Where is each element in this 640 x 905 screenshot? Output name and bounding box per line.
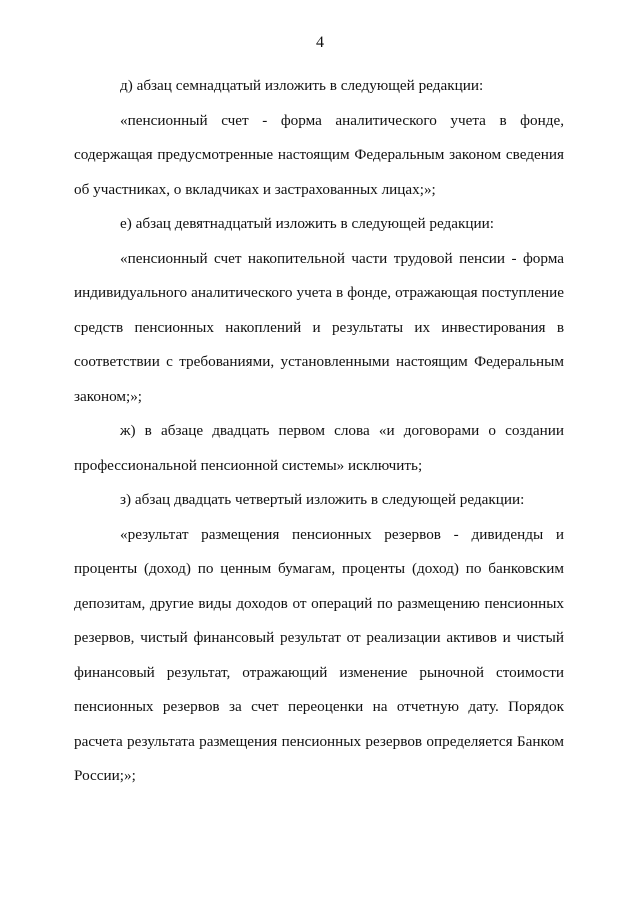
- paragraph-funded-pension-account-definition: «пенсионный счет накопительной части трудовой пенсии - форма индивидуального аналитического учета в фонде, отражающая поступление средств пенсионных накоплений и результаты их инвестирования в соответствии с требованиями, установленными настоящим Федеральным законом;»;: [74, 249, 564, 405]
- paragraph-pension-account-definition: «пенсионный счет - форма аналитического учета в фонде, содержащая предусмотренные настоящим Федеральным законом сведения об участниках, о вкладчиках и застрахованных лицах;»;: [74, 111, 564, 198]
- paragraph-item-zh: ж) в абзаце двадцать первом слова «и договорами о создании профессиональной пенсионной системы» исключить;: [74, 422, 564, 474]
- paragraph-item-z: з) абзац двадцать четвертый изложить в следующей редакции:: [120, 491, 525, 508]
- page-number: 4: [316, 34, 324, 51]
- paragraph-item-d: д) абзац семнадцатый изложить в следующей редакции:: [120, 77, 484, 94]
- paragraph-item-e: е) абзац девятнадцатый изложить в следующей редакции:: [120, 215, 494, 232]
- document-body: [74, 69, 564, 794]
- paragraph-reserves-result-definition: «результат размещения пенсионных резервов - дивиденды и проценты (доход) по ценным бумагам, проценты (доход) по банковским депозитам, другие виды доходов от операций по размещению пенсионных резервов, чистый финансовый результат от реализации активов и чистый финансовый результат, отражающий изменение рыночной стоимости пенсионных резервов за счет переоценки на отчетную дату. Порядок расчета результата размещения пенсионных резервов определяется Банком России;»;: [74, 525, 564, 784]
